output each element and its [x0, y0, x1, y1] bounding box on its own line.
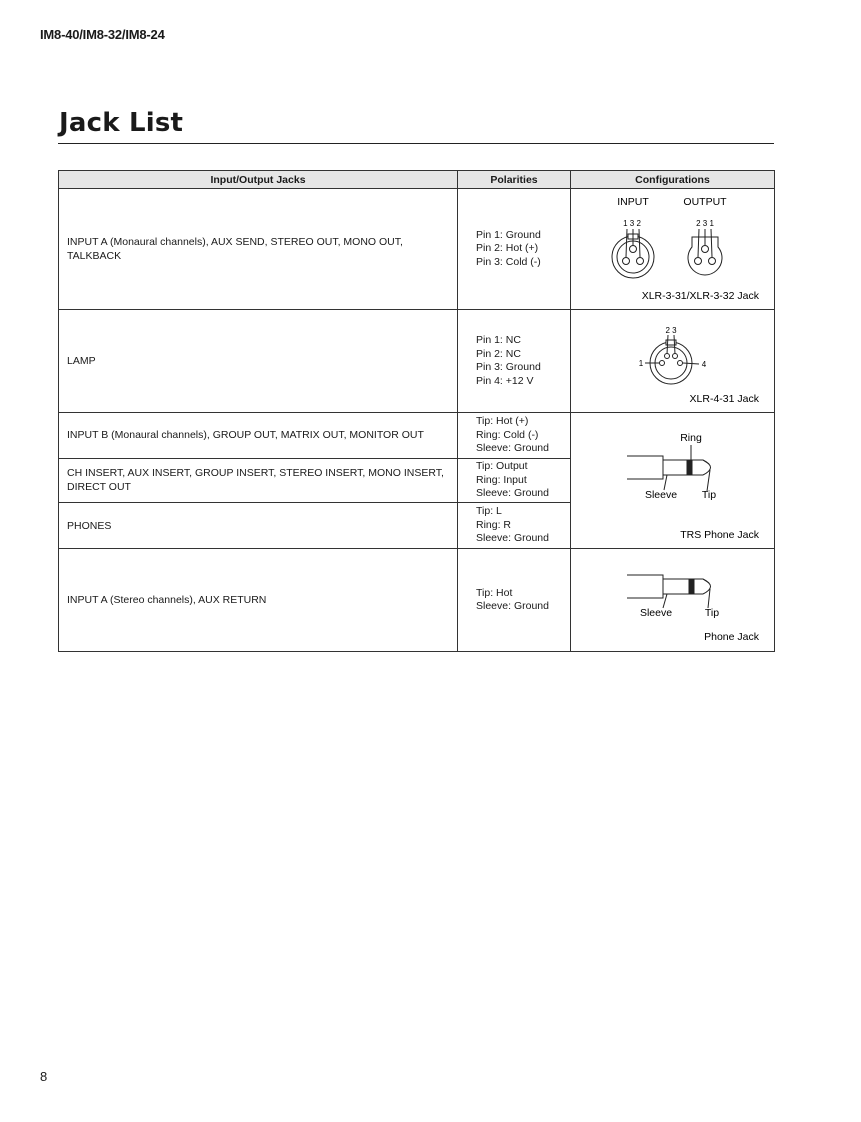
table-row: [59, 549, 775, 652]
polarity-cell: [458, 549, 571, 652]
ts-tip-label: Tip: [704, 607, 720, 619]
polarity-line: Ring: R: [476, 518, 512, 531]
xlr3-caption: XLR-3-31/XLR-3-32 Jack: [641, 290, 759, 302]
header-polarities: Polarities: [458, 171, 571, 189]
xlr4-diagram: [571, 310, 774, 409]
xlr3-input-connector-icon: [612, 229, 654, 278]
polarity-line: Pin 3: Cold (-): [476, 255, 541, 268]
ts-sleeve-label: Sleeve: [639, 607, 673, 619]
trs-sleeve-label: Sleeve: [644, 489, 678, 501]
xlr3-input-pins: 1 3 2: [623, 219, 641, 228]
header-configurations: Configurations: [571, 171, 775, 189]
xlr4-connector-icon: [645, 335, 699, 384]
xlr4-pin-right: 4: [701, 360, 707, 369]
trs-plug-icon: [627, 445, 711, 491]
jack-cell: PHONES: [59, 503, 458, 549]
config-cell-xlr4: [571, 310, 775, 413]
polarity-cell: [458, 189, 571, 310]
jack-cell: CH INSERT, AUX INSERT, GROUP INSERT, STEREO INSERT, MONO INSERT, DIRECT OUT: [59, 458, 458, 503]
polarity-cell: [458, 310, 571, 413]
title-rule: [58, 143, 774, 144]
polarity-line: Ring: Cold (-): [476, 428, 539, 441]
model-header: IM8-40/IM8-32/IM8-24: [40, 27, 165, 42]
polarity-line: Pin 1: NC: [476, 334, 521, 346]
polarity-line: Sleeve: Ground: [476, 442, 549, 455]
header-jacks: Input/Output Jacks: [59, 171, 458, 189]
jack-cell: INPUT A (Stereo channels), AUX RETURN: [59, 549, 458, 652]
xlr3-input-label: INPUT: [617, 196, 649, 208]
ts-diagram: [571, 549, 774, 648]
jack-cell: INPUT A (Monaural channels), AUX SEND, STEREO OUT, MONO OUT, TALKBACK: [59, 189, 458, 310]
config-cell-xlr3: [571, 189, 775, 310]
trs-tip-label: Tip: [701, 489, 717, 501]
polarity-line: Tip: Output: [476, 460, 528, 473]
jack-cell: LAMP: [59, 310, 458, 413]
trs-caption: TRS Phone Jack: [680, 529, 759, 541]
trs-diagram: [571, 413, 774, 545]
xlr4-pin-left: 1: [638, 359, 644, 368]
xlr4-caption: XLR-4-31 Jack: [689, 393, 759, 405]
xlr3-output-label: OUTPUT: [683, 196, 727, 208]
table-row: [59, 413, 775, 459]
page-title: Jack List: [59, 108, 184, 138]
polarity-line: Tip: Hot (+): [476, 415, 529, 428]
xlr4-top-pins: 2 3: [665, 326, 677, 335]
jack-list-table: [58, 170, 775, 652]
polarity-line: Sleeve: Ground: [476, 487, 549, 500]
polarity-cell: [458, 503, 571, 549]
table-row: [59, 189, 775, 310]
polarity-line: Tip: Hot: [476, 586, 513, 599]
trs-ring-label: Ring: [680, 432, 702, 444]
config-cell-trs: [571, 413, 775, 549]
polarity-line: Ring: Input: [476, 473, 527, 486]
polarity-line: Pin 2: NC: [476, 347, 521, 360]
polarity-line: Tip: L: [476, 505, 502, 518]
polarity-line: Pin 4: +12 V: [476, 374, 534, 387]
table-header-row: [59, 171, 775, 189]
polarity-cell: [458, 413, 571, 459]
table-row: [59, 310, 775, 413]
page-number: 8: [40, 1069, 48, 1084]
jack-cell: INPUT B (Monaural channels), GROUP OUT, MATRIX OUT, MONITOR OUT: [59, 413, 458, 459]
polarity-line: Pin 1: Ground: [476, 228, 541, 241]
xlr3-diagram: [571, 189, 774, 306]
polarity-line: Pin 2: Hot (+): [476, 242, 539, 255]
polarity-cell: [458, 458, 571, 503]
polarity-line: Sleeve: Ground: [476, 532, 549, 545]
ts-caption: Phone Jack: [704, 631, 759, 643]
polarity-line: Sleeve: Ground: [476, 600, 549, 612]
ts-plug-icon: [627, 575, 711, 608]
xlr3-output-pins: 2 3 1: [696, 219, 714, 228]
xlr3-output-connector-icon: [688, 229, 722, 275]
polarity-line: Pin 3: Ground: [476, 361, 541, 373]
config-cell-ts: [571, 549, 775, 652]
